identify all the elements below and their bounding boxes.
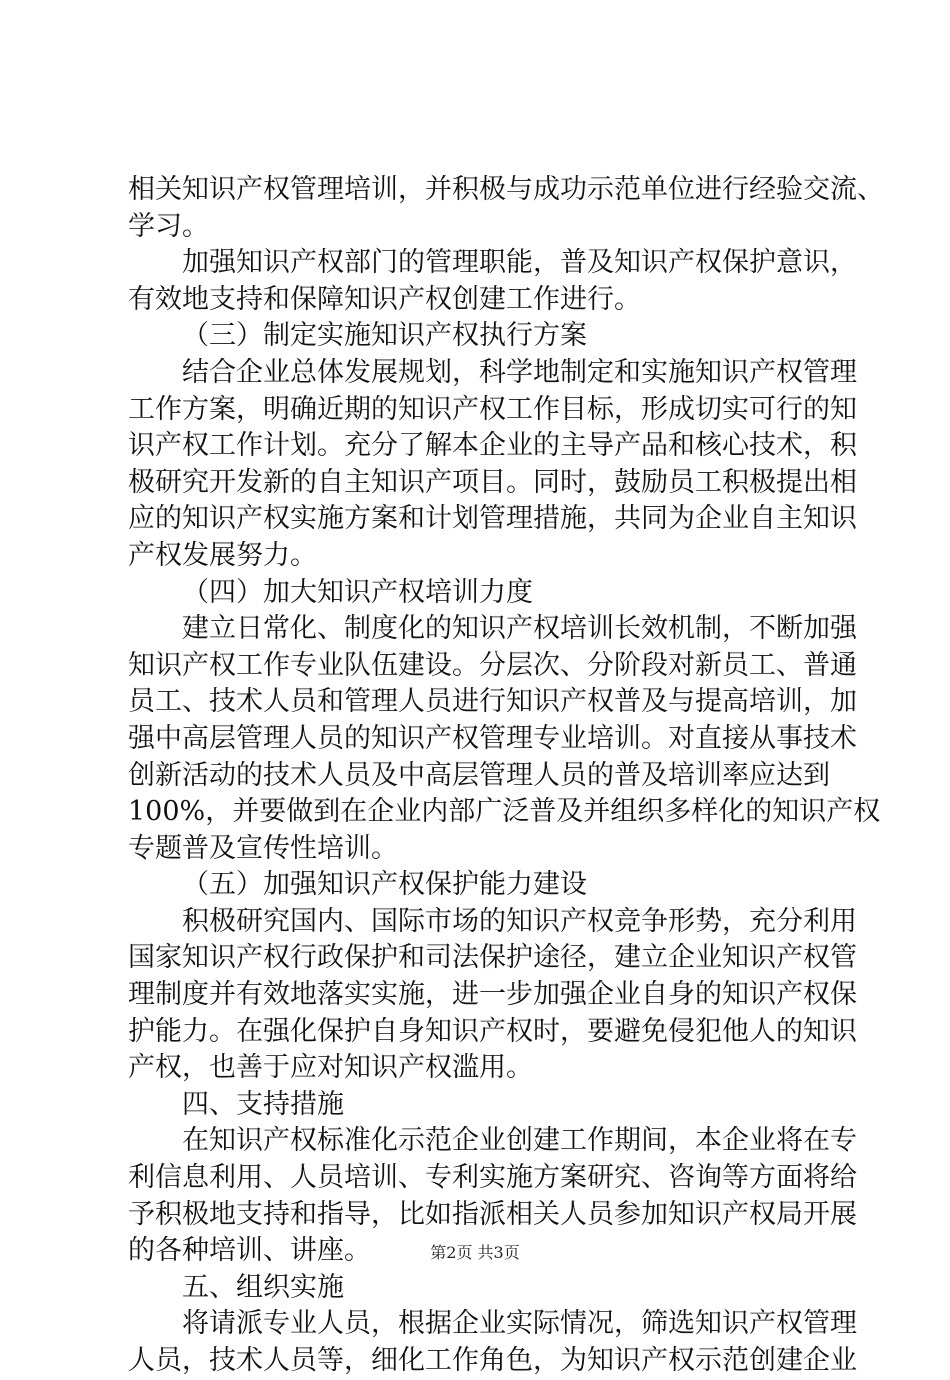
body-line: 利信息利用、人员培训、专利实施方案研究、咨询等方面将给 (128, 1162, 857, 1194)
section-heading: （四）加大知识产权培训力度 (182, 576, 533, 608)
body-line: 极研究开发新的自主知识产项目。同时，鼓励员工积极提出相 (128, 466, 857, 498)
section-heading: 五、组织实施 (182, 1271, 344, 1303)
body-line: 识产权工作计划。充分了解本企业的主导产品和核心技术，积 (128, 430, 857, 462)
body-line: 强中高层管理人员的知识产权管理专业培训。对直接从事技术 (128, 722, 857, 754)
section-heading: 四、支持措施 (182, 1088, 344, 1120)
body-line: 相关知识产权管理培训，并积极与成功示范单位进行经验交流、 (128, 174, 884, 205)
body-line: 人员，技术人员等，细化工作角色，为知识产权示范创建企业 (128, 1345, 857, 1376)
body-line: 专题普及宣传性培训。 (128, 832, 398, 864)
body-line: 产权，也善于应对知识产权滥用。 (128, 1052, 533, 1084)
paragraph-start-line: 积极研究国内、国际市场的知识产权竞争形势，充分利用 (182, 905, 857, 937)
page-number-label: 第2页 共3页 (430, 1243, 520, 1262)
paragraph-start-line: 将请派专业人员，根据企业实际情况，筛选知识产权管理 (182, 1308, 857, 1340)
section-heading: （五）加强知识产权保护能力建设 (182, 869, 587, 901)
paragraph-start-line: 加强知识产权部门的管理职能，普及知识产权保护意识， (182, 247, 857, 279)
body-line: 应的知识产权实施方案和计划管理措施，共同为企业自主知识 (128, 503, 857, 535)
body-line: 产权发展努力。 (128, 539, 317, 571)
document-body (128, 172, 884, 1380)
body-line: 予积极地支持和指导，比如指派相关人员参加知识产权局开展 (128, 1198, 857, 1230)
section-heading: （三）制定实施知识产权执行方案 (182, 320, 587, 352)
body-line: 知识产权工作专业队伍建设。分层次、分阶段对新员工、普通 (128, 649, 857, 681)
paragraph-start-line: 建立日常化、制度化的知识产权培训长效机制，不断加强 (182, 613, 857, 645)
body-line: 100%，并要做到在企业内部广泛普及并组织多样化的知识产权 (128, 796, 881, 828)
body-line: 创新活动的技术人员及中高层管理人员的普及培训率应达到 (128, 759, 830, 791)
body-line: 国家知识产权行政保护和司法保护途径，建立企业知识产权管 (128, 942, 857, 974)
body-line: 学习。 (128, 210, 209, 242)
body-line: 的各种培训、讲座。 (128, 1235, 371, 1267)
page-footer (0, 1240, 950, 1263)
body-line: 护能力。在强化保护自身知识产权时，要避免侵犯他人的知识 (128, 1015, 857, 1047)
paragraph-start-line: 在知识产权标准化示范企业创建工作期间，本企业将在专 (182, 1125, 857, 1157)
body-line: 理制度并有效地落实实施，进一步加强企业自身的知识产权保 (128, 979, 857, 1011)
body-line: 工作方案，明确近期的知识产权工作目标，形成切实可行的知 (128, 393, 857, 425)
paragraph-start-line: 结合企业总体发展规划，科学地制定和实施知识产权管理 (182, 356, 857, 388)
body-line: 有效地支持和保障知识产权创建工作进行。 (128, 283, 641, 315)
body-line: 员工、技术人员和管理人员进行知识产权普及与提高培训，加 (128, 686, 857, 718)
